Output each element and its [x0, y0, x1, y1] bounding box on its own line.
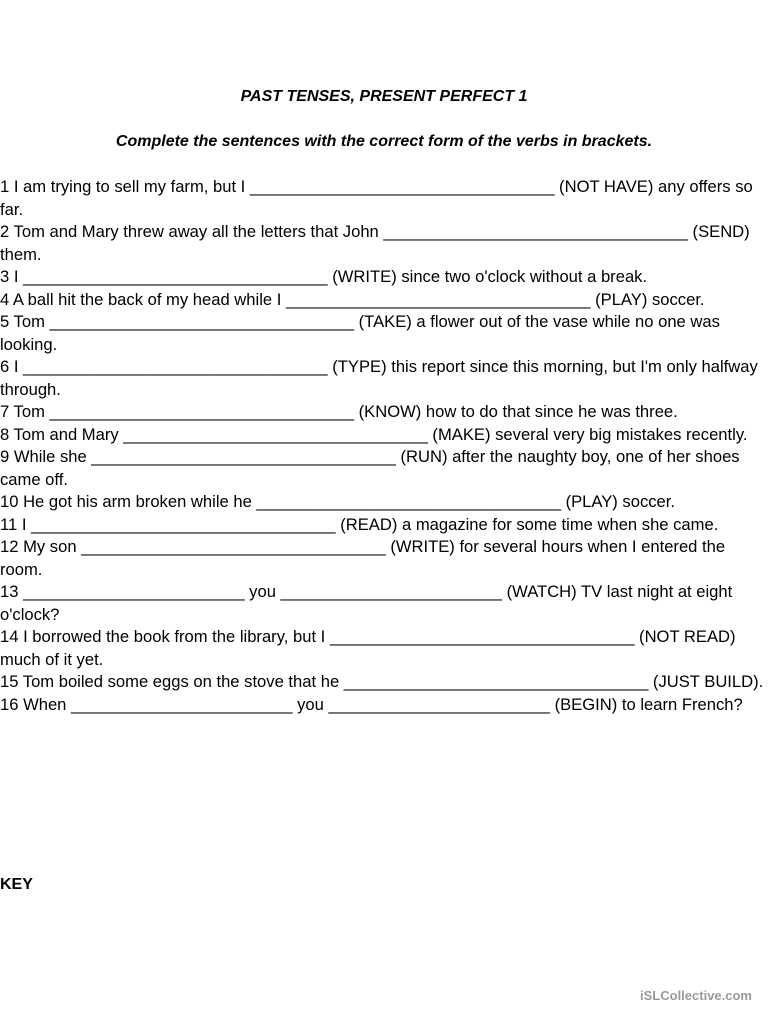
exercise-item: 3 I _________________________________ (WRITE) since two o'clock without a break. — [0, 267, 648, 286]
exercise-item: 1 I am trying to sell my farm, but I _________________________________ (NOT HAVE) any offers so far. — [0, 177, 753, 219]
exercise-item: 5 Tom _________________________________ (TAKE) a flower out of the vase while no one was looking. — [0, 312, 720, 354]
exercise-item: 8 Tom and Mary _________________________________ (MAKE) several very big mistakes recently. — [0, 424, 748, 444]
exercise-item: 6 I _________________________________ (TYPE) this report since this morning, but I'm only halfway through. — [0, 357, 758, 399]
watermark-logo: iSLCollective.com — [640, 988, 752, 1003]
exercise-item: 10 He got his arm broken while he _________________________________ (PLAY) soccer. — [0, 492, 676, 511]
worksheet-instruction: Complete the sentences with the correct form of the verbs in brackets. — [115, 133, 653, 150]
exercise-item: 14 I borrowed the book from the library, but I _________________________________ (NOT READ) much of it yet. — [0, 627, 736, 669]
worksheet-title: PAST TENSES, PRESENT PERFECT 1 — [240, 88, 528, 105]
exercise-item: 12 My son _________________________________ (WRITE) for several hours when I entered the room. — [0, 537, 726, 579]
exercise-item: 4 A ball hit the back of my head while I _________________________________ (PLAY) soccer. — [0, 289, 705, 309]
exercise-item: 11 I _________________________________ (READ) a magazine for some time when she came. — [0, 514, 719, 534]
exercise-item: 15 Tom boiled some eggs on the stove that he _________________________________ (JUST BUILD). — [0, 672, 764, 691]
key-heading: KEY — [0, 876, 33, 893]
exercise-item: 9 While she _________________________________ (RUN) after the naughty boy, one of her shoes came off. — [0, 447, 740, 489]
exercise-item: 7 Tom _________________________________ (KNOW) how to do that since he was three. — [0, 402, 678, 421]
exercise-item: 16 When ________________________ you ________________________ (BEGIN) to learn French? — [0, 694, 743, 714]
exercise-item: 2 Tom and Mary threw away all the letters that John _________________________________ (SEND) them. — [0, 222, 750, 264]
exercise-list — [0, 176, 766, 716]
exercise-item: 13 ________________________ you ________________________ (WATCH) TV last night at eight o'clock? — [0, 582, 733, 624]
